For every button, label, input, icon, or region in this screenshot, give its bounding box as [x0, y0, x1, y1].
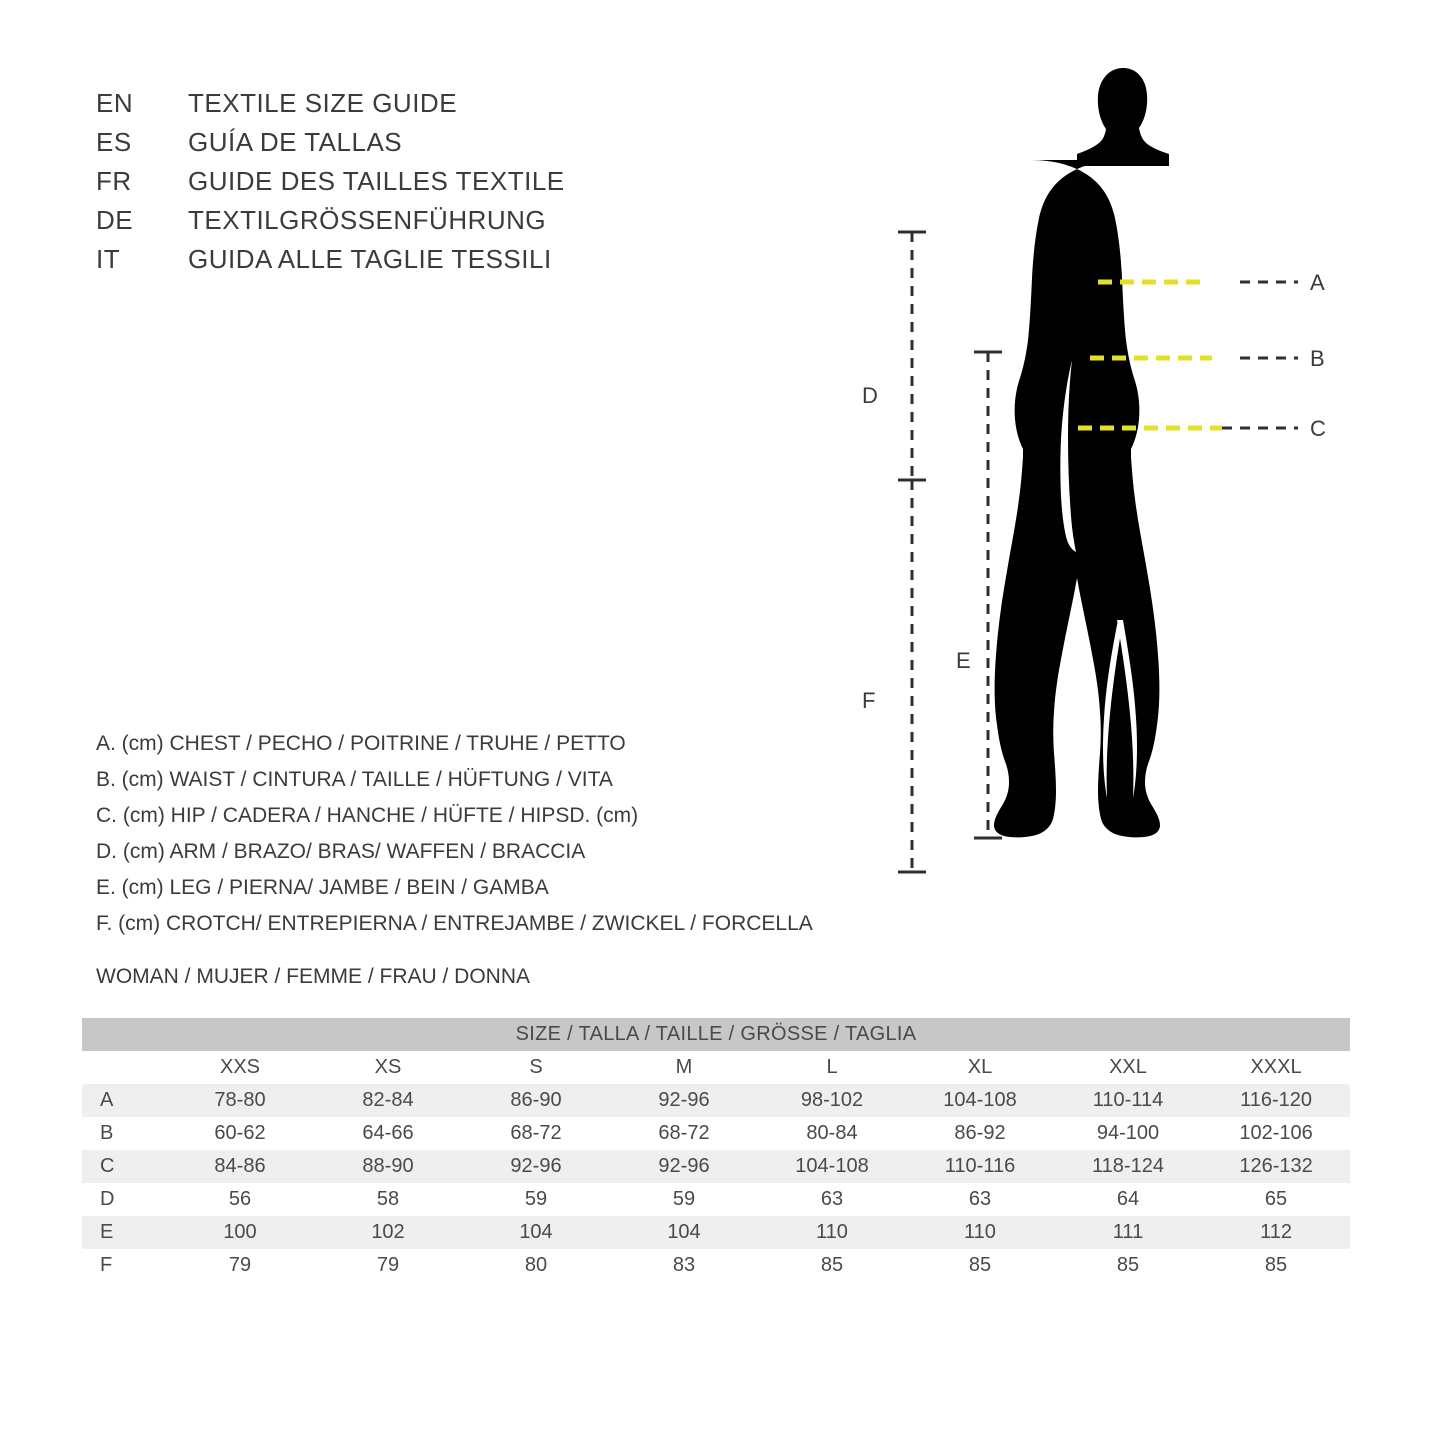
- title-row-en: [96, 88, 716, 127]
- table-title-row: [82, 1018, 1350, 1051]
- cell-b-xxxl: 102-106: [1202, 1117, 1350, 1150]
- cell-e-m: 104: [610, 1216, 758, 1249]
- cell-b-m: 68-72: [610, 1117, 758, 1150]
- cell-c-m: 92-96: [610, 1150, 758, 1183]
- column-header-s: S: [462, 1051, 610, 1084]
- table-row: [82, 1183, 1350, 1216]
- title-block: [96, 88, 716, 283]
- table-row: [82, 1084, 1350, 1117]
- cell-e-s: 104: [462, 1216, 610, 1249]
- cell-f-s: 80: [462, 1249, 610, 1282]
- cell-b-s: 68-72: [462, 1117, 610, 1150]
- cell-d-xs: 58: [314, 1183, 462, 1216]
- cell-f-xxs: 79: [166, 1249, 314, 1282]
- column-header-xxl: XXL: [1054, 1051, 1202, 1084]
- row-label-e: E: [82, 1216, 166, 1249]
- legend-item-a: A. (cm) CHEST / PECHO / POITRINE / TRUHE / PETTO: [96, 732, 626, 755]
- cell-a-m: 92-96: [610, 1084, 758, 1117]
- legend-item-b: B. (cm) WAIST / CINTURA / TAILLE / HÜFTUNG / VITA: [96, 768, 613, 791]
- cell-c-xl: 110-116: [906, 1150, 1054, 1183]
- dimension-label-f: F: [862, 688, 876, 713]
- cell-d-xxs: 56: [166, 1183, 314, 1216]
- cell-f-xl: 85: [906, 1249, 1054, 1282]
- table-row: [82, 1216, 1350, 1249]
- title-row-it: [96, 244, 716, 283]
- legend-item-d: D. (cm) ARM / BRAZO/ BRAS/ WAFFEN / BRACCIA: [96, 840, 586, 863]
- cell-f-xxxl: 85: [1202, 1249, 1350, 1282]
- marker-label-b: B: [1310, 346, 1325, 371]
- title-lang-it: IT: [96, 244, 121, 274]
- cell-a-xxl: 110-114: [1054, 1084, 1202, 1117]
- cell-b-l: 80-84: [758, 1117, 906, 1150]
- title-row-es: [96, 127, 716, 166]
- title-row-de: [96, 205, 716, 244]
- dimension-label-d: D: [862, 383, 878, 408]
- marker-label-c: C: [1310, 416, 1326, 441]
- group-label: WOMAN / MUJER / FEMME / FRAU / DONNA: [96, 965, 530, 988]
- title-text-en: TEXTILE SIZE GUIDE: [188, 88, 458, 118]
- cell-a-xl: 104-108: [906, 1084, 1054, 1117]
- title-lang-es: ES: [96, 127, 132, 157]
- cell-b-xs: 64-66: [314, 1117, 462, 1150]
- cell-a-xxxl: 116-120: [1202, 1084, 1350, 1117]
- title-lang-fr: FR: [96, 166, 132, 196]
- cell-c-xxl: 118-124: [1054, 1150, 1202, 1183]
- size-table-wrapper: [82, 1018, 1350, 1282]
- column-header-l: L: [758, 1051, 906, 1084]
- cell-e-xxs: 100: [166, 1216, 314, 1249]
- cell-c-xxs: 84-86: [166, 1150, 314, 1183]
- legend-item-c: C. (cm) HIP / CADERA / HANCHE / HÜFTE / HIPSD. (cm): [96, 804, 639, 827]
- title-row-fr: [96, 166, 716, 205]
- table-row: [82, 1249, 1350, 1282]
- cell-c-xs: 88-90: [314, 1150, 462, 1183]
- title-lang-en: EN: [96, 88, 134, 118]
- table-row: [82, 1150, 1350, 1183]
- cell-a-l: 98-102: [758, 1084, 906, 1117]
- cell-a-s: 86-90: [462, 1084, 610, 1117]
- silhouette-svg: [840, 60, 1360, 900]
- column-header-xxs: XXS: [166, 1051, 314, 1084]
- marker-label-a: A: [1310, 270, 1325, 295]
- title-text-de: TEXTILGRÖSSENFÜHRUNG: [188, 205, 547, 235]
- cell-c-s: 92-96: [462, 1150, 610, 1183]
- row-label-a: A: [82, 1084, 166, 1117]
- row-label-d: D: [82, 1183, 166, 1216]
- row-label-f: F: [82, 1249, 166, 1282]
- title-lang-de: DE: [96, 205, 134, 235]
- legend-item-f: F. (cm) CROTCH/ ENTREPIERNA / ENTREJAMBE / ZWICKEL / FORCELLA: [96, 912, 813, 935]
- cell-f-xs: 79: [314, 1249, 462, 1282]
- table-column-header-row: [82, 1051, 1350, 1084]
- cell-b-xxl: 94-100: [1054, 1117, 1202, 1150]
- measurement-diagram: [840, 60, 1360, 900]
- cell-a-xxs: 78-80: [166, 1084, 314, 1117]
- cell-e-xxl: 111: [1054, 1216, 1202, 1249]
- cell-d-m: 59: [610, 1183, 758, 1216]
- table-title: SIZE / TALLA / TAILLE / GRÖSSE / TAGLIA: [515, 1023, 917, 1045]
- cell-d-xl: 63: [906, 1183, 1054, 1216]
- cell-a-xs: 82-84: [314, 1084, 462, 1117]
- column-header-m: M: [610, 1051, 758, 1084]
- cell-e-xl: 110: [906, 1216, 1054, 1249]
- table-row: [82, 1117, 1350, 1150]
- column-header-blank: [82, 1051, 166, 1084]
- cell-e-xs: 102: [314, 1216, 462, 1249]
- cell-c-l: 104-108: [758, 1150, 906, 1183]
- legend-item-e: E. (cm) LEG / PIERNA/ JAMBE / BEIN / GAMBA: [96, 876, 549, 899]
- cell-d-l: 63: [758, 1183, 906, 1216]
- cell-c-xxxl: 126-132: [1202, 1150, 1350, 1183]
- cell-b-xxs: 60-62: [166, 1117, 314, 1150]
- cell-f-m: 83: [610, 1249, 758, 1282]
- title-text-fr: GUIDE DES TAILLES TEXTILE: [188, 166, 565, 196]
- cell-f-l: 85: [758, 1249, 906, 1282]
- cell-d-xxl: 64: [1054, 1183, 1202, 1216]
- cell-e-l: 110: [758, 1216, 906, 1249]
- cell-d-xxxl: 65: [1202, 1183, 1350, 1216]
- row-label-c: C: [82, 1150, 166, 1183]
- cell-f-xxl: 85: [1054, 1249, 1202, 1282]
- title-text-es: GUÍA DE TALLAS: [188, 127, 403, 157]
- dimension-label-e: E: [956, 648, 971, 673]
- size-table: [82, 1018, 1350, 1282]
- legend-block: [96, 726, 916, 942]
- column-header-xxxl: XXXL: [1202, 1051, 1350, 1084]
- female-silhouette-icon: [994, 68, 1186, 837]
- cell-d-s: 59: [462, 1183, 610, 1216]
- cell-b-xl: 86-92: [906, 1117, 1054, 1150]
- column-header-xl: XL: [906, 1051, 1054, 1084]
- row-label-b: B: [82, 1117, 166, 1150]
- column-header-xs: XS: [314, 1051, 462, 1084]
- cell-e-xxxl: 112: [1202, 1216, 1350, 1249]
- title-text-it: GUIDA ALLE TAGLIE TESSILI: [188, 244, 552, 274]
